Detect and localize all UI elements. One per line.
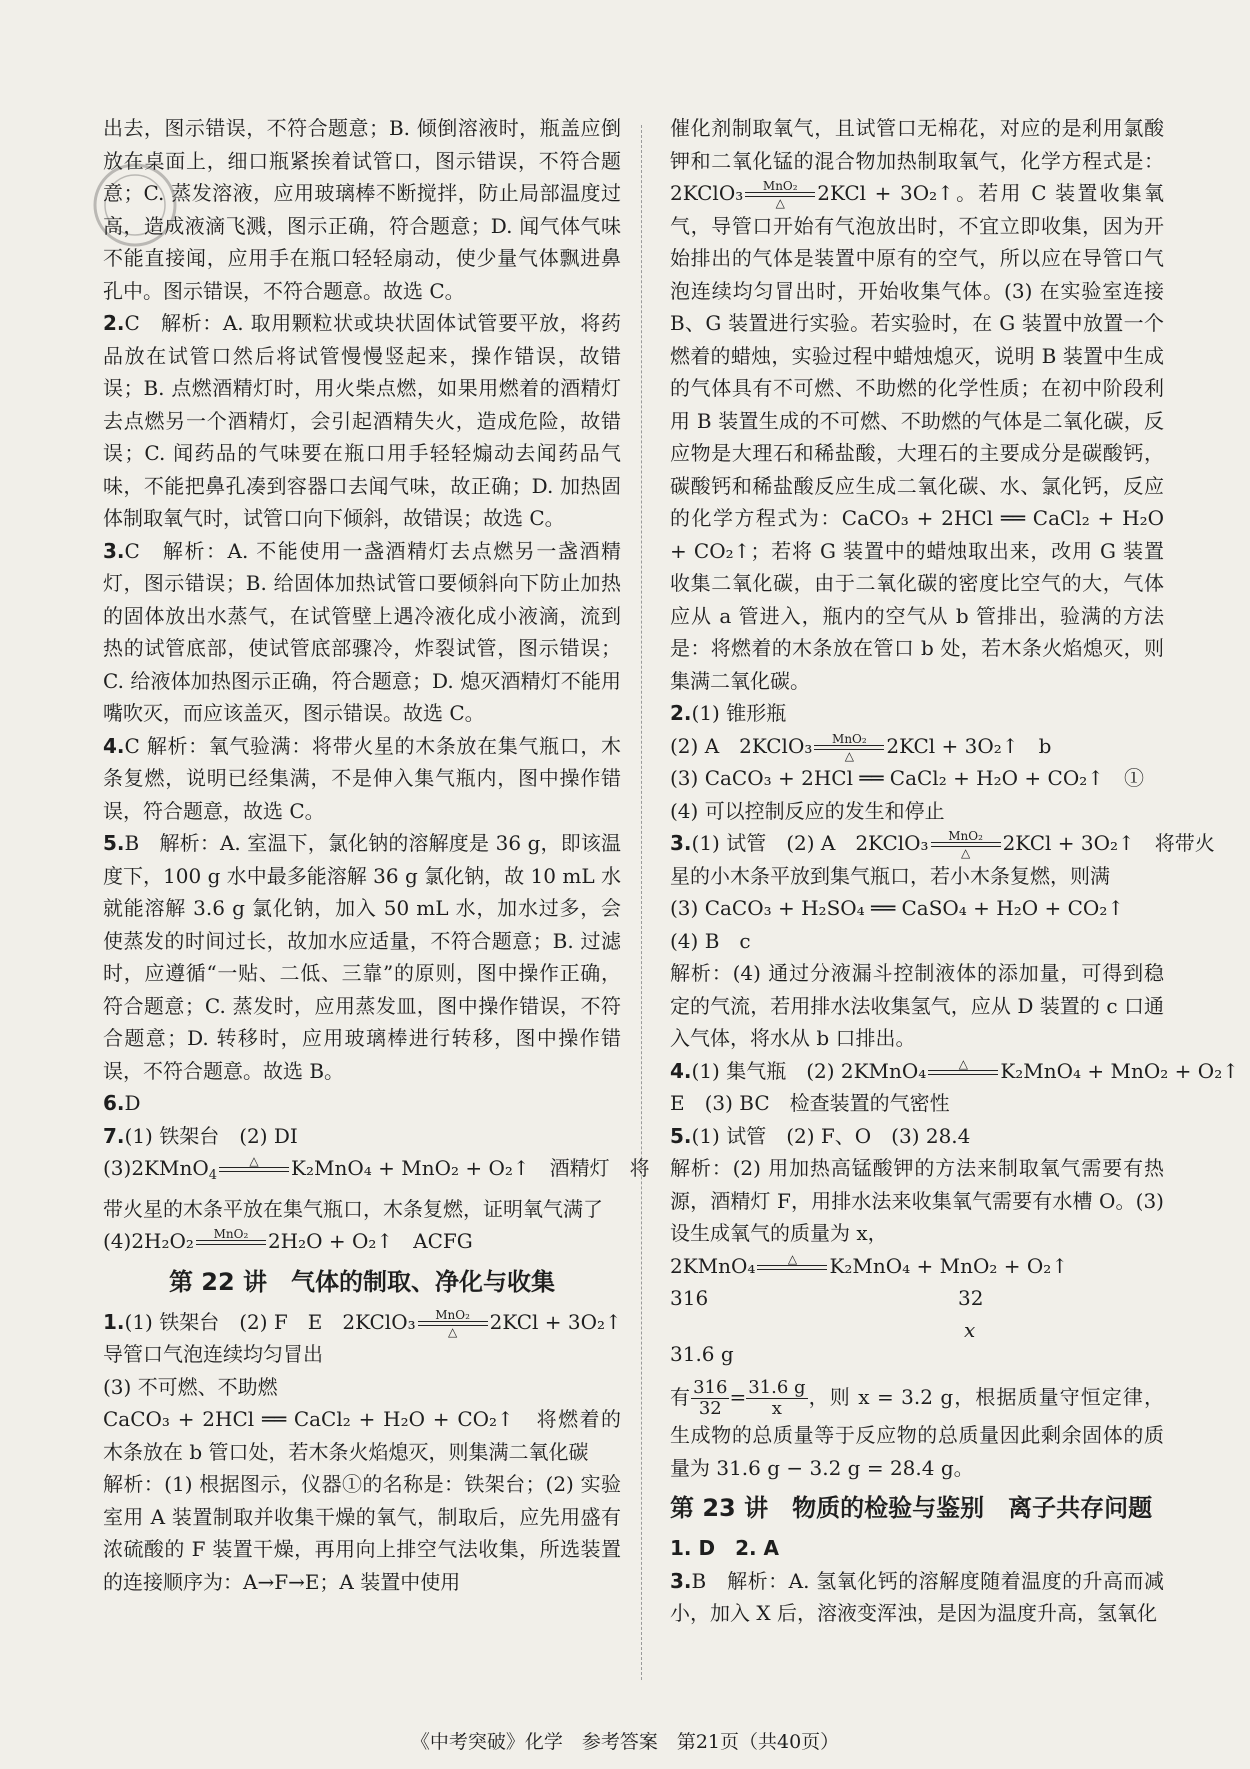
r-answer-2-c: (3) CaCO₃ + 2HCl ══ CaCl₂ + H₂O + CO₂↑ ① (670, 766, 1144, 790)
r-answer-2-a: 2.(1) 锥形瓶 (670, 701, 787, 725)
continued-paragraph: 催化剂制取氧气，且试管口无棉花，对应的是利用氯酸钾和二氧化锰的混合物加热制取氧气，化学方程式是：2KClO₃ MnO₂ △ 2KCl + 3O₂↑。若用 C 装置收集氧气，导管口开始有气泡放出时，不宜立即收集，因为开始排出的气体是装置中原有的空气，所以应在导管口气泡连续均匀冒出时，开始收集气体。(3) 在实验室连接 B、G 装置进行实验。若实验时，在 G 装置中放置一个燃着的蜡烛，实验过程中蜡烛熄灭，说明 B 装置中生成的气体具有不可燃、不助燃的化学性质；在初中阶段利用 B 装置生成的不可燃、不助燃的气体是二氧化碳，反应物是大理石和稀盐酸，大理石的主要成分是碳酸钙，碳酸钙和稀盐酸反应生成二氧化碳、水、氯化钙，反应的化学方程式为：CaCO₃ + 2HCl ══ CaCl₂ + H₂O + CO₂↑；若将 G 装置中的蜡烛取出来，改用 G 装置收集二氧化碳，由于二氧化碳的密度比空气的大，气体应从 a 管进入，瓶内的空气从 b 管排出，验满的方法是：将燃着的木条放在管口 b 处，若木条火焰熄灭，则集满二氧化碳。 (670, 116, 1164, 693)
r-answer-2-d: (4) 可以控制反应的发生和停止 (670, 798, 945, 823)
s22-answer-1-e: 解析：(1) 根据图示，仪器①的名称是：铁架台；(2) 实验室用 A 装置制取并收集干燥的氧气，制取后，应先用盛有浓硫酸的 F 装置干燥，再用向上排空气法收集，所选装置的连接顺序为：A→F→E；A 装置中使用 (103, 1472, 621, 1594)
s23-answer-3: 3.B 解析：A. 氢氧化钙的溶解度随着温度的升高而减小，加入 X 后，溶液变浑浊，是因为温度升高，氢氧化 (670, 1568, 1164, 1625)
r-answer-5-equation: 2KMnO₄ △ K₂MnO₄ + MnO₂ + O₂↑ (670, 1250, 1164, 1283)
r-answer-5-ratio: 316 32 x 31.6 g (670, 1286, 984, 1366)
column-divider (641, 125, 642, 1680)
answer-7-continued: 带火星的木条平放在集气瓶口，木条复燃，证明氧气满了 (103, 1196, 603, 1221)
right-column (670, 112, 1239, 1630)
condition-catalyst-icon: MnO₂ (196, 1228, 266, 1257)
condition-catalyst-heat-icon: MnO₂ △ (814, 733, 884, 762)
condition-heat-icon: △ (928, 1058, 998, 1087)
left-column (103, 112, 650, 1598)
answer-7: 7.(1) 铁架台 (2) DI (103, 1123, 298, 1148)
page-footer: 《中考突破》化学 参考答案 第21页（共40页） (410, 1731, 840, 1753)
s23-answers-1-2: 1. D 2. A (670, 1536, 780, 1560)
condition-catalyst-heat-icon: MnO₂ △ (931, 830, 1001, 859)
r-answer-5-b: 解析：(2) 用加热高锰酸钾的方法来制取氧气需要有热源，酒精灯 F，用排水法来收集氧气需要有水槽 O。(3) 设生成氧气的质量为 x， (670, 1156, 1164, 1245)
s22-answer-1: 1.(1) 铁架台 (2) F E 2KClO₃ MnO₂ △ 2KCl + 3O₂↑ (103, 1307, 622, 1339)
r-answer-4-a: 4.(1) 集气瓶 (2) 2KMnO₄ △ K₂MnO₄ + MnO₂ + O₂↑ (670, 1055, 1164, 1088)
answer-3: 3.C 解析：A. 不能使用一盏酒精灯去点燃另一盏酒精灯，图示错误；B. 给固体加热试管口要倾斜向下防止加热的固体放出水蒸气，在试管壁上遇冷液化成小液滴，流到热的试管底部，使试管底部骤冷，炸裂试管，图示错误；C. 给液体加热图示正确，符合题意；D. 熄灭酒精灯不能用嘴吹灭，而应该盖灭，图示错误。故选 C。 (103, 538, 621, 725)
condition-catalyst-heat-icon: MnO₂ △ (418, 1309, 488, 1338)
answer-5: 5.B 解析：A. 室温下，氯化钠的溶解度是 36 g，即该温度下，100 g 水中最多能溶解 36 g 氯化钠，故 10 mL 水就能溶解 3.6 g 氯化钠，加入 50 mL 水，加水过多，会使蒸发的时间过长，故加水应适量，不符合题意；B. 过滤时，应遵循“一贴、二低、三靠”的原则，图中操作正确，符合题意；C. 蒸发时，应用蒸发皿，图中操作错误，不符合题意；D. 转移时，应用玻璃棒进行转移，图中操作错误，不符合题意。故选 B。 (103, 831, 621, 1083)
condition-catalyst-heat-icon: MnO₂ △ (745, 180, 815, 209)
r-answer-5-a: 5.(1) 试管 (2) F、O (3) 28.4 (670, 1123, 971, 1148)
r-answer-2-b: (2) A 2KClO₃ MnO₂ △ 2KCl + 3O₂↑ b (670, 731, 1052, 763)
intro-paragraph: 出去，图示错误，不符合题意；B. 倾倒溶液时，瓶盖应倒放在桌面上，细口瓶紧挨着试管口，图示错误，不符合题意；C. 蒸发溶液，应用玻璃棒不断搅拌，防止局部温度过高，造成液滴飞溅，图示正确，符合题意；D. 闻气体气味不能直接闻，应用手在瓶口轻轻扇动，使少量气体飘进鼻孔中。图示错误，不符合题意。故选 C。 (103, 116, 621, 303)
r-answer-4-b: E (3) BC 检查装置的气密性 (670, 1091, 950, 1115)
r-answer-3-b: (3) CaCO₃ + H₂SO₄ ══ CaSO₄ + H₂O + CO₂↑ (670, 896, 1125, 920)
s22-answer-1-d: CaCO₃ + 2HCl ══ CaCl₂ + H₂O + CO₂↑ 将燃着的木条放在 b 管口处，若木条火焰熄灭，则集满二氧化碳 (103, 1407, 621, 1464)
r-answer-3-a: 3.(1) 试管 (2) A 2KClO₃ MnO₂ △ 2KCl + 3O₂↑ 将带火 (670, 829, 1215, 860)
r-answer-3-cont: 星的小木条平放到集气瓶口，若小木条复燃，则满 (670, 863, 1110, 888)
section-heading-23: 第 23 讲 物质的检验与鉴别 离子共存问题 (670, 1494, 1153, 1522)
answer-2: 2.C 解析：A. 取用颗粒状或块状固体试管要平放，将药品放在试管口然后将试管慢慢竖起来，操作错误，故错误；B. 点燃酒精灯时，用火柴点燃，如果用燃着的酒精灯去点燃另一个酒精灯，会引起酒精失火，造成危险，故错误；C. 闻药品的气味要在瓶口用手轻轻煽动去闻药品气味，不能把鼻孔凑到容器口去闻气味，故正确；D. 加热固体制取氧气时，试管口向下倾斜，故错误；故选 C。 (103, 311, 621, 530)
answer-4: 4.C 解析：氧气验满：将带火星的木条放在集气瓶口，木条复燃，说明已经集满，不是伸入集气瓶内，图中操作错误，符合题意，故选 C。 (103, 733, 621, 823)
answer-6: 6.D (103, 1091, 141, 1115)
fraction: $\frac{31.6 g}{x}$ (748, 1377, 806, 1419)
r-answer-3-d: 解析：(4) 通过分液漏斗控制液体的添加量，可得到稳定的气流，若用排水法收集氢气，应从 D 装置的 c 口通入气体，将水从 b 口排出。 (670, 961, 1164, 1050)
r-answer-3-c: (4) B c (670, 928, 751, 953)
answer-7-equation: (3)2KMnO$_4$ △ K₂MnO₄ + MnO₂ + O₂↑ 酒精灯 将 (103, 1154, 650, 1183)
condition-heat-icon: △ (219, 1155, 289, 1184)
fraction: $\frac{316}{32}$ (693, 1377, 728, 1419)
s22-answer-1-c: (3) 不可燃、不助燃 (103, 1374, 278, 1399)
condition-heat-icon: △ (757, 1253, 827, 1282)
r-answer-5-c: 有 $\frac{316}{32}$ = $\frac{31.6 g}{x}$ ，则 x = 3.2 g，根据质量守恒定律，生成物的总质量等于反应物的总质量因此剩余固体的质量为 31.6 g − 3.2 g = 28.4 g。 (670, 1377, 1165, 1480)
answer-7-equation-2: (4)2H₂O₂ MnO₂ 2H₂O + O₂↑ ACFG (103, 1225, 621, 1258)
s22-answer-1-b: 导管口气泡连续均匀冒出 (103, 1342, 323, 1366)
section-heading-22: 第 22 讲 气体的制取、净化与收集 (168, 1267, 556, 1296)
